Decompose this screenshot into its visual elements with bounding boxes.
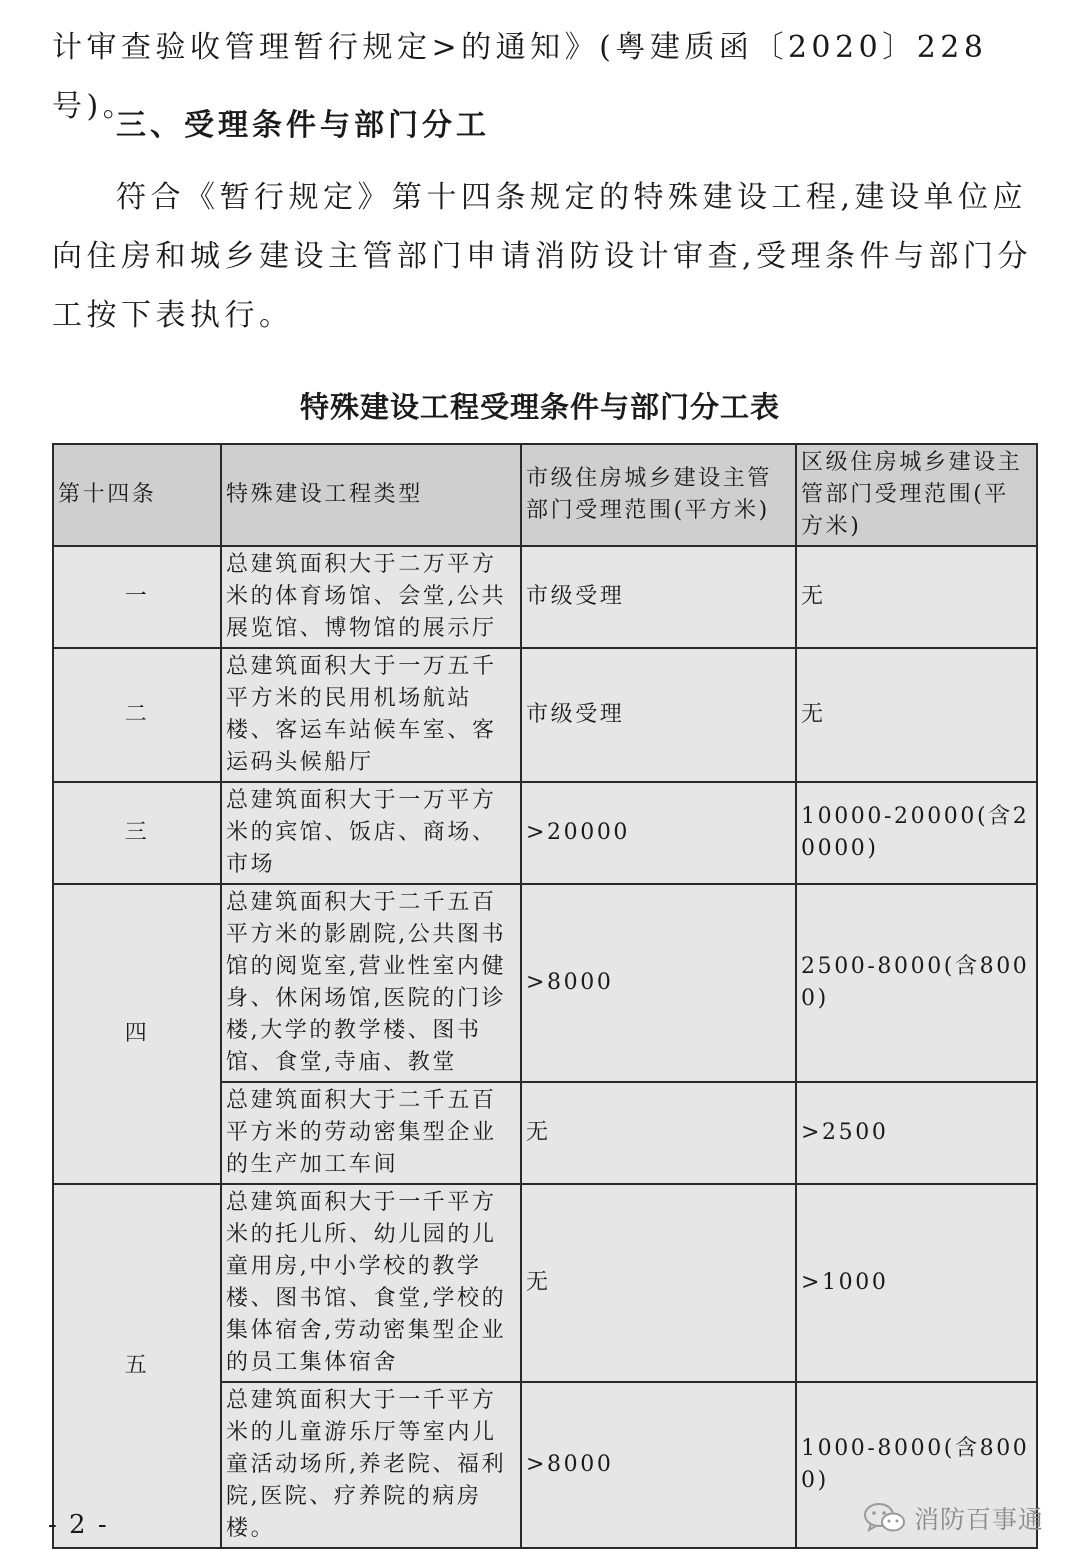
city-scope-cell: 无 — [521, 1082, 796, 1184]
district-scope-cell: 2500-8000(含8000) — [796, 884, 1037, 1082]
project-type-cell: 总建筑面积大于二万平方米的体育场馆、会堂,公共展览馆、博物馆的展示厅 — [221, 546, 521, 648]
clause-cell: 四 — [53, 884, 221, 1184]
district-scope-cell: 10000-20000(含20000) — [796, 782, 1037, 884]
wechat-icon — [862, 1500, 908, 1536]
district-scope-cell: >1000 — [796, 1184, 1037, 1382]
table-title: 特殊建设工程受理条件与部门分工表 — [299, 390, 780, 424]
section-heading: 三、受理条件与部门分工 — [116, 108, 490, 143]
district-scope-cell: 无 — [796, 648, 1037, 782]
header-project-type: 特殊建设工程类型 — [221, 444, 521, 546]
clause-cell: 二 — [53, 648, 221, 782]
body-paragraph: 符合《暂行规定》第十四条规定的特殊建设工程,建设单位应向住房和城乡建设主管部门申请消防设计审查,受理条件与部门分工按下表执行。 — [52, 180, 1033, 333]
table-row — [53, 1184, 1037, 1382]
city-scope-cell: >8000 — [521, 884, 796, 1082]
header-district-scope: 区级住房城乡建设主管部门受理范围(平方米) — [796, 444, 1037, 546]
district-scope-cell: >2500 — [796, 1082, 1037, 1184]
table-header-row — [53, 444, 1037, 546]
clause-cell: 一 — [53, 546, 221, 648]
clause-cell: 五 — [53, 1184, 221, 1548]
header-clause: 第十四条 — [53, 444, 221, 546]
header-city-scope: 市级住房城乡建设主管部门受理范围(平方米) — [521, 444, 796, 546]
city-scope-cell: 市级受理 — [521, 546, 796, 648]
city-scope-cell: 市级受理 — [521, 648, 796, 782]
division-table — [52, 443, 1038, 1549]
project-type-cell: 总建筑面积大于一千平方米的儿童游乐厅等室内儿童活动场所,养老院、福利院,医院、疗养院的病房楼。 — [221, 1382, 521, 1548]
intro-line: 计审查验收管理暂行规定>的通知》(粤建质函〔2020〕228号)。 — [52, 30, 988, 124]
project-type-cell: 总建筑面积大于一千平方米的托儿所、幼儿园的儿童用房,中小学校的教学楼、图书馆、食堂,学校的集体宿舍,劳动密集型企业的员工集体宿舍 — [221, 1184, 521, 1382]
project-type-cell: 总建筑面积大于二千五百平方米的劳动密集型企业的生产加工车间 — [221, 1082, 521, 1184]
table-row — [53, 648, 1037, 782]
project-type-cell: 总建筑面积大于一万平方米的宾馆、饭店、商场、市场 — [221, 782, 521, 884]
district-scope-cell: 1000-8000(含8000) — [796, 1382, 1037, 1548]
clause-cell: 三 — [53, 782, 221, 884]
table-row — [53, 782, 1037, 884]
page-number: - 2 - — [48, 1510, 109, 1540]
city-scope-cell: >8000 — [521, 1382, 796, 1548]
city-scope-cell: 无 — [521, 1184, 796, 1382]
city-scope-cell: >20000 — [521, 782, 796, 884]
project-type-cell: 总建筑面积大于二千五百平方米的影剧院,公共图书馆的阅览室,营业性室内健身、休闲场馆,医院的门诊楼,大学的教学楼、图书馆、食堂,寺庙、教堂 — [221, 884, 521, 1082]
project-type-cell: 总建筑面积大于一万五千平方米的民用机场航站楼、客运车站候车室、客运码头候船厅 — [221, 648, 521, 782]
watermark — [862, 1500, 1044, 1536]
table-row — [53, 546, 1037, 648]
district-scope-cell: 无 — [796, 546, 1037, 648]
watermark-text: 消防百事通 — [914, 1505, 1045, 1534]
table-row — [53, 884, 1037, 1082]
